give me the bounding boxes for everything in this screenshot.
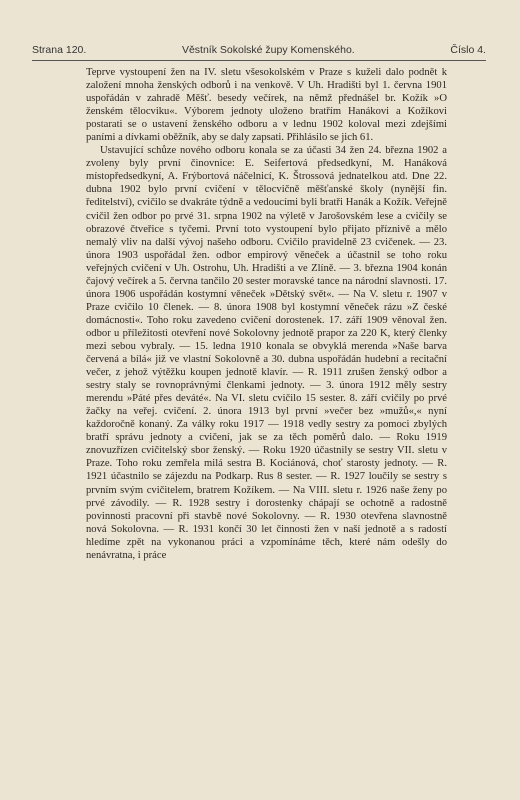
running-header [32,44,486,56]
journal-title: Věstník Sokolské župy Komenského. [181,44,355,56]
paragraph-1: Teprve vystoupení žen na IV. sletu všesokolském v Praze s kuželi dalo podnět k založení mnoha ženských odborů i na venkově. V Uh. Hradišti byl 1. června 1901 uspořádán v zahradě Měšť. besedy večírek, na němž přednášel br. Kožík »O ženském tělocviku«. Výborem jednoty uloženo bratřím Hanákovi a Kožíkovi postarati se o ustavení ženského odboru a v lednu 1902 koloval mezi zdejšími paními a dívkami oběžník, aby se daly zapsati. Přihlásilo se jich 61. [86,67,447,144]
paragraph-2: Ustavující schůze nového odboru konala se za účasti 34 žen 24. března 1902 a zvoleny byly první činovnice: E. Seifertová předsedkyní, M. Hanáková místopředsedkyní, A. Frýbortová náčelnicí, K. Štrossová jednatelkou atd. Dne 22. dubna 1902 bylo první cvičení v tělocvičně měšťanské školy (nynější fin. ředitelství), cvičilo se dvakráte týdně a vedoucími byli bratři Hanák a Kožík. Veřejně cvičil žen odbor po prvé 31. srpna 1902 na výletě v Jarošovském lese a cvičily se obrazové čtveřice s tyčemi. První toto vystoupení bylo přijato příznivě a mělo nemalý vliv na další vývoj našeho odboru. Cvičilo pravidelně 23 cvičenek. — 23. února 1903 uspořádal žen. odbor empirový věneček a účastnil se toho roku veřejných cvičení v Uh. Ostrohu, Uh. Hradišti a ve Zlíně. — 3. března 1904 konán čajový večírek a 5. června tančilo 20 sester moravské tance na národní slavnosti. 17. února 1906 uspořádán kostymní věneček »Dětský svět«. — Na V. sletu r. 1907 v Praze cvičilo 10 členek. — 8. února 1908 byl kostymní věneček rázu »Z české domácnosti«. Toho roku zavedeno cvičení dorostenek. 17. září 1909 věnoval žen. odbor u příležitosti otevření nové Sokolovny jednotě prapor za 220 K, který členky mezi sebou vybraly. — 15. ledna 1910 konala se obvyklá merenda »Naše barva červená a bílá« již ve vlastní Sokolovně a 30. dubna uspořádán hudební a recitační večer, z jehož výtěžku koupen jednotě klavír. — R. 1911 zrušen ženský odbor a sestry staly se rovnoprávnými členkami jednoty. — 3. února 1912 měly sestry merendu »Páté přes deváté«. Na VI. sletu cvičilo 15 sester. 8. září cvičily po prvé žačky na veřej. cvičení. 2. února 1913 byl první »večer bez »mužů«,« nyní každoročně konaný. Za války roku 1917 — 1918 vedly sestry za pomoci zbylých bratří správu jednoty a cvičení, jak se za těch poměrů dalo. — Roku 1919 znovuzřízen cvičitelský sbor ženský. — Roku 1920 účastnily se sestry VII. sletu v Praze. Toho roku zemřela milá sestra B. Kociánová, choť starosty jednoty. — R. 1921 účastnilo se zájezdu na Podkarp. Rus 8 sester. — R. 1927 loučily se sestry s prvním svým cvičitelem, bratrem Kožíkem. — Na VIII. sletu r. 1926 naše ženy po prvé závodily. — R. 1928 sestry i dorostenky chápají se ochotně a radostně povinnosti pracovní při stavbě nové Sokolovny. — R. 1930 otevřena slavnostně nová Sokolovna. — R. 1931 končí 30 let činnosti žen v naší jednotě a s radostí hledíme zpět na vykonanou práci a vzpomínáme těch, které nám odešly do nenávratna, i práce [86,145,447,561]
issue-number: Číslo 4. [450,44,486,56]
article-body [86,66,447,562]
page-number: Strana 120. [32,44,87,56]
header-rule [32,60,486,61]
